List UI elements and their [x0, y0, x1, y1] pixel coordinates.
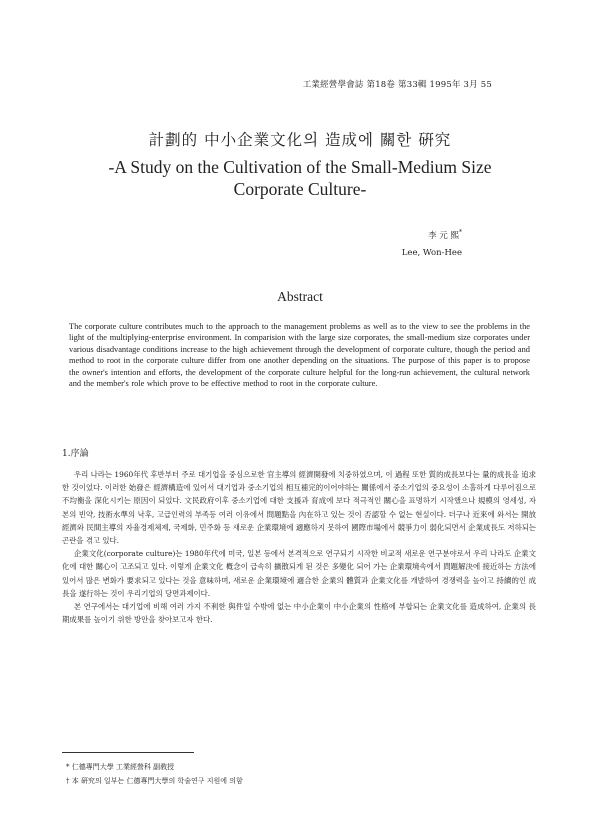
footnote: * 仁德專門大學 工業經營科 副敎授	[66, 763, 175, 771]
author-name-korean: 李 元 熙*	[428, 229, 462, 241]
footnotes	[66, 760, 243, 788]
paragraph: 企業文化(corporate culture)는 1980年代에 미국, 일본 등에서 본격적으로 연구되기 시작한 비교적 새로운 연구분야로서 우리 나라도 企業文化에 대한 關心이 고조되고 있다. 이렇게 企業文化 槪念이 급속히 擴散되게 된 것은 多變化 되어 가는 企業環境속에서 問題解決에 接近하는 方法에 있어서 많은 변화가 要求되고 있다는 것을 意味하며, 새로운 企業環境에 適合한 企業의 體質과 企業文化를 개발하여 경쟁력을 높이고 持續的인 成長을 遂行하는 것이 우리기업의 당면과제이다.	[62, 549, 536, 598]
title-english-line-2: Corporate Culture-	[233, 179, 367, 199]
title-english-line-1: -A Study on the Cultivation of the Small-Medium Size	[108, 157, 492, 177]
section-heading: 1.序論	[62, 449, 89, 459]
footnote-divider	[62, 752, 194, 753]
title-korean: 計劃的 中小企業文化의 造成에 關한 硏究	[148, 131, 452, 149]
paragraph: 본 연구에서는 대기업에 비해 여러 가지 不利한 與件일 수밖에 없는 中小企業이 中小企業의 性格에 부합되는 企業文化를 造成하여, 企業의 長期成果를 높이기 위한 방안을 찾아보고자 한다.	[62, 602, 536, 625]
title-block	[0, 128, 600, 200]
running-head: 工業經營學會誌 第18卷 第33輯 1995年 3月 55	[302, 80, 492, 90]
section-body	[62, 468, 536, 626]
paragraph: 우리 나라는 1960年代 후반부터 주로 대기업을 중심으로한 官主導의 經濟開發에 치중하였으며, 이 過程 또한 質的成長보다는 量的成長을 追求한 것이었다. 이러한 始發은 經濟構造에 있어서 대기업과 중소기업의 相互補完的이어야하는 關係에서 중소기업의 중요성이 소홀하게 다루어짐으로 不均衡을 深化시키는 原因이 되었다. 文民政府이후 중소기업에 대한 支援과 育成에 보다 적극적인 關心을 표명하기 시작했으나 規模의 영세성, 자본의 빈약, 技術水準의 낙후, 고급인력의 부족등 여러 이유에서 問題點을 內在하고 있는 것이 否認할 수 없는 현실이다. 더구나 近來에 와서는 開放經濟와 民間主導의 자율경제체제, 국제화, 민주화 등 새로운 企業環境에 適應하지 못하여 國際市場에서 競爭力이 弱化되면서 企業成長도 저하되는 곤란을 겪고 있다.	[62, 470, 536, 546]
author-footnote-mark: *	[459, 229, 462, 236]
abstract-heading: Abstract	[277, 289, 323, 304]
author-name-english: Lee, Won-Hee	[401, 247, 462, 258]
author-block	[402, 224, 462, 262]
footnote: † 本 硏究의 일부는 仁德專門大學의 학술연구 지원에 의함	[66, 777, 243, 785]
abstract-text: The corporate culture contributes much to the approach to the management problems as well as to the view to see the problems in the light of the multiplying-enterprise environment. In comparision with the large size corporates, the small-medium size corporates under various disadvantage conditions increase to the high achievement through the development of corporate culture, though the period and method to root in the corporate culture differ from one another depending on the situations. The purpose of this paper is to propose the owner's intention and efforts, the development of the corporate culture helpful for the long-run achievement, the cultural network and the member's role which prove to be effective method to root in the corporate culture.	[69, 322, 530, 389]
